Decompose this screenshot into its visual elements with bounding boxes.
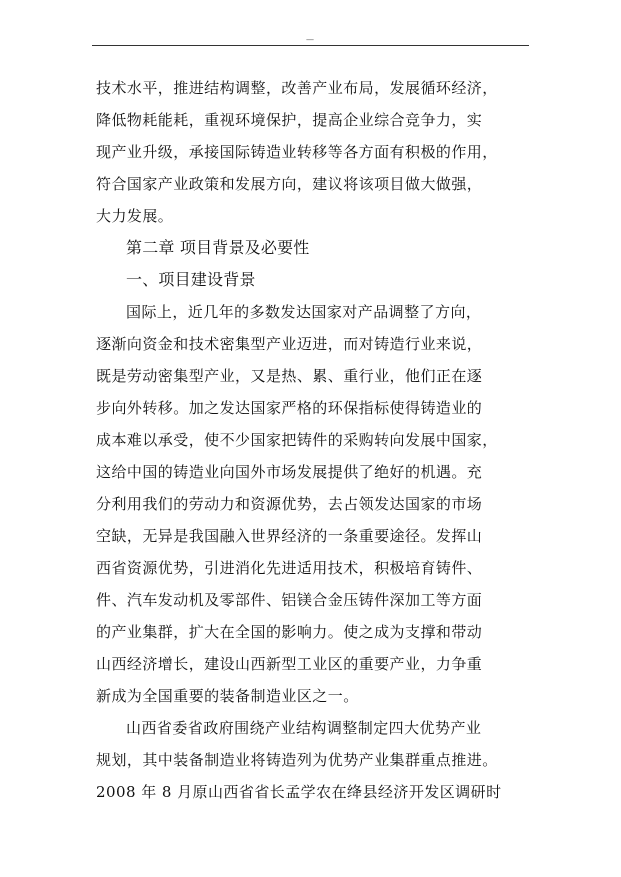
paragraph-line: 国际上，近几年的多数发达国家对产品调整了方向， — [126, 303, 482, 321]
paragraph-line: 分利用我们的劳动力和资源优势，去占领发达国家的市场 — [96, 495, 483, 513]
header-rule — [92, 45, 529, 46]
paragraph-line: 这给中国的铸造业向国外市场发展提供了绝好的机遇。充 — [96, 463, 483, 481]
paragraph-line: 2008 年 8 月原山西省省长孟学农在绛县经济开发区调研时 — [96, 783, 502, 801]
paragraph-line: 降低物耗能耗，重视环境保护，提高企业综合竞争力，实 — [96, 111, 483, 129]
paragraph-line: 符合国家产业政策和发展方向，建议将该项目做大做强， — [96, 175, 483, 193]
paragraph-line: 技术水平，推进结构调整，改善产业布局，发展循环经济， — [96, 79, 498, 97]
paragraph-line: 成本难以承受，使不少国家把铸件的采购转向发展中国家， — [96, 431, 498, 449]
paragraph-line: 山西省委省政府围绕产业结构调整制定四大优势产业 — [126, 719, 482, 737]
paragraph-line: 的产业集群，扩大在全国的影响力。使之成为支撑和带动 — [96, 623, 483, 641]
paragraph-line: 规划，其中装备制造业将铸造列为优势产业集群重点推进。 — [96, 751, 498, 769]
paragraph-line: 现产业升级，承接国际铸造业转移等各方面有积极的作用， — [96, 143, 498, 161]
paragraph-line: 既是劳动密集型产业，又是热、累、重行业，他们正在逐 — [96, 367, 483, 385]
section-heading: 一、项目建设背景 — [126, 270, 256, 289]
chapter-heading: 第二章 项目背景及必要性 — [126, 238, 310, 257]
paragraph-line: 山西经济增长，建设山西新型工业区的重要产业，力争重 — [96, 655, 483, 673]
paragraph-line: 新成为全国重要的装备制造业区之一。 — [96, 687, 359, 705]
paragraph-line: 大力发展。 — [96, 207, 174, 225]
paragraph-line: 件、汽车发动机及零部件、铝镁合金压铸件深加工等方面 — [96, 591, 483, 609]
header-mark: — — [306, 35, 314, 44]
paragraph-line: 西省资源优势，引进消化先进适用技术，积极培育铸件、 — [96, 559, 483, 577]
paragraph-line: 空缺，无异是我国融入世界经济的一条重要途径。发挥山 — [96, 527, 483, 545]
paragraph-line: 步向外转移。加之发达国家严格的环保指标使得铸造业的 — [96, 399, 483, 417]
paragraph-line: 逐渐向资金和技术密集型产业迈进，而对铸造行业来说， — [96, 335, 483, 353]
